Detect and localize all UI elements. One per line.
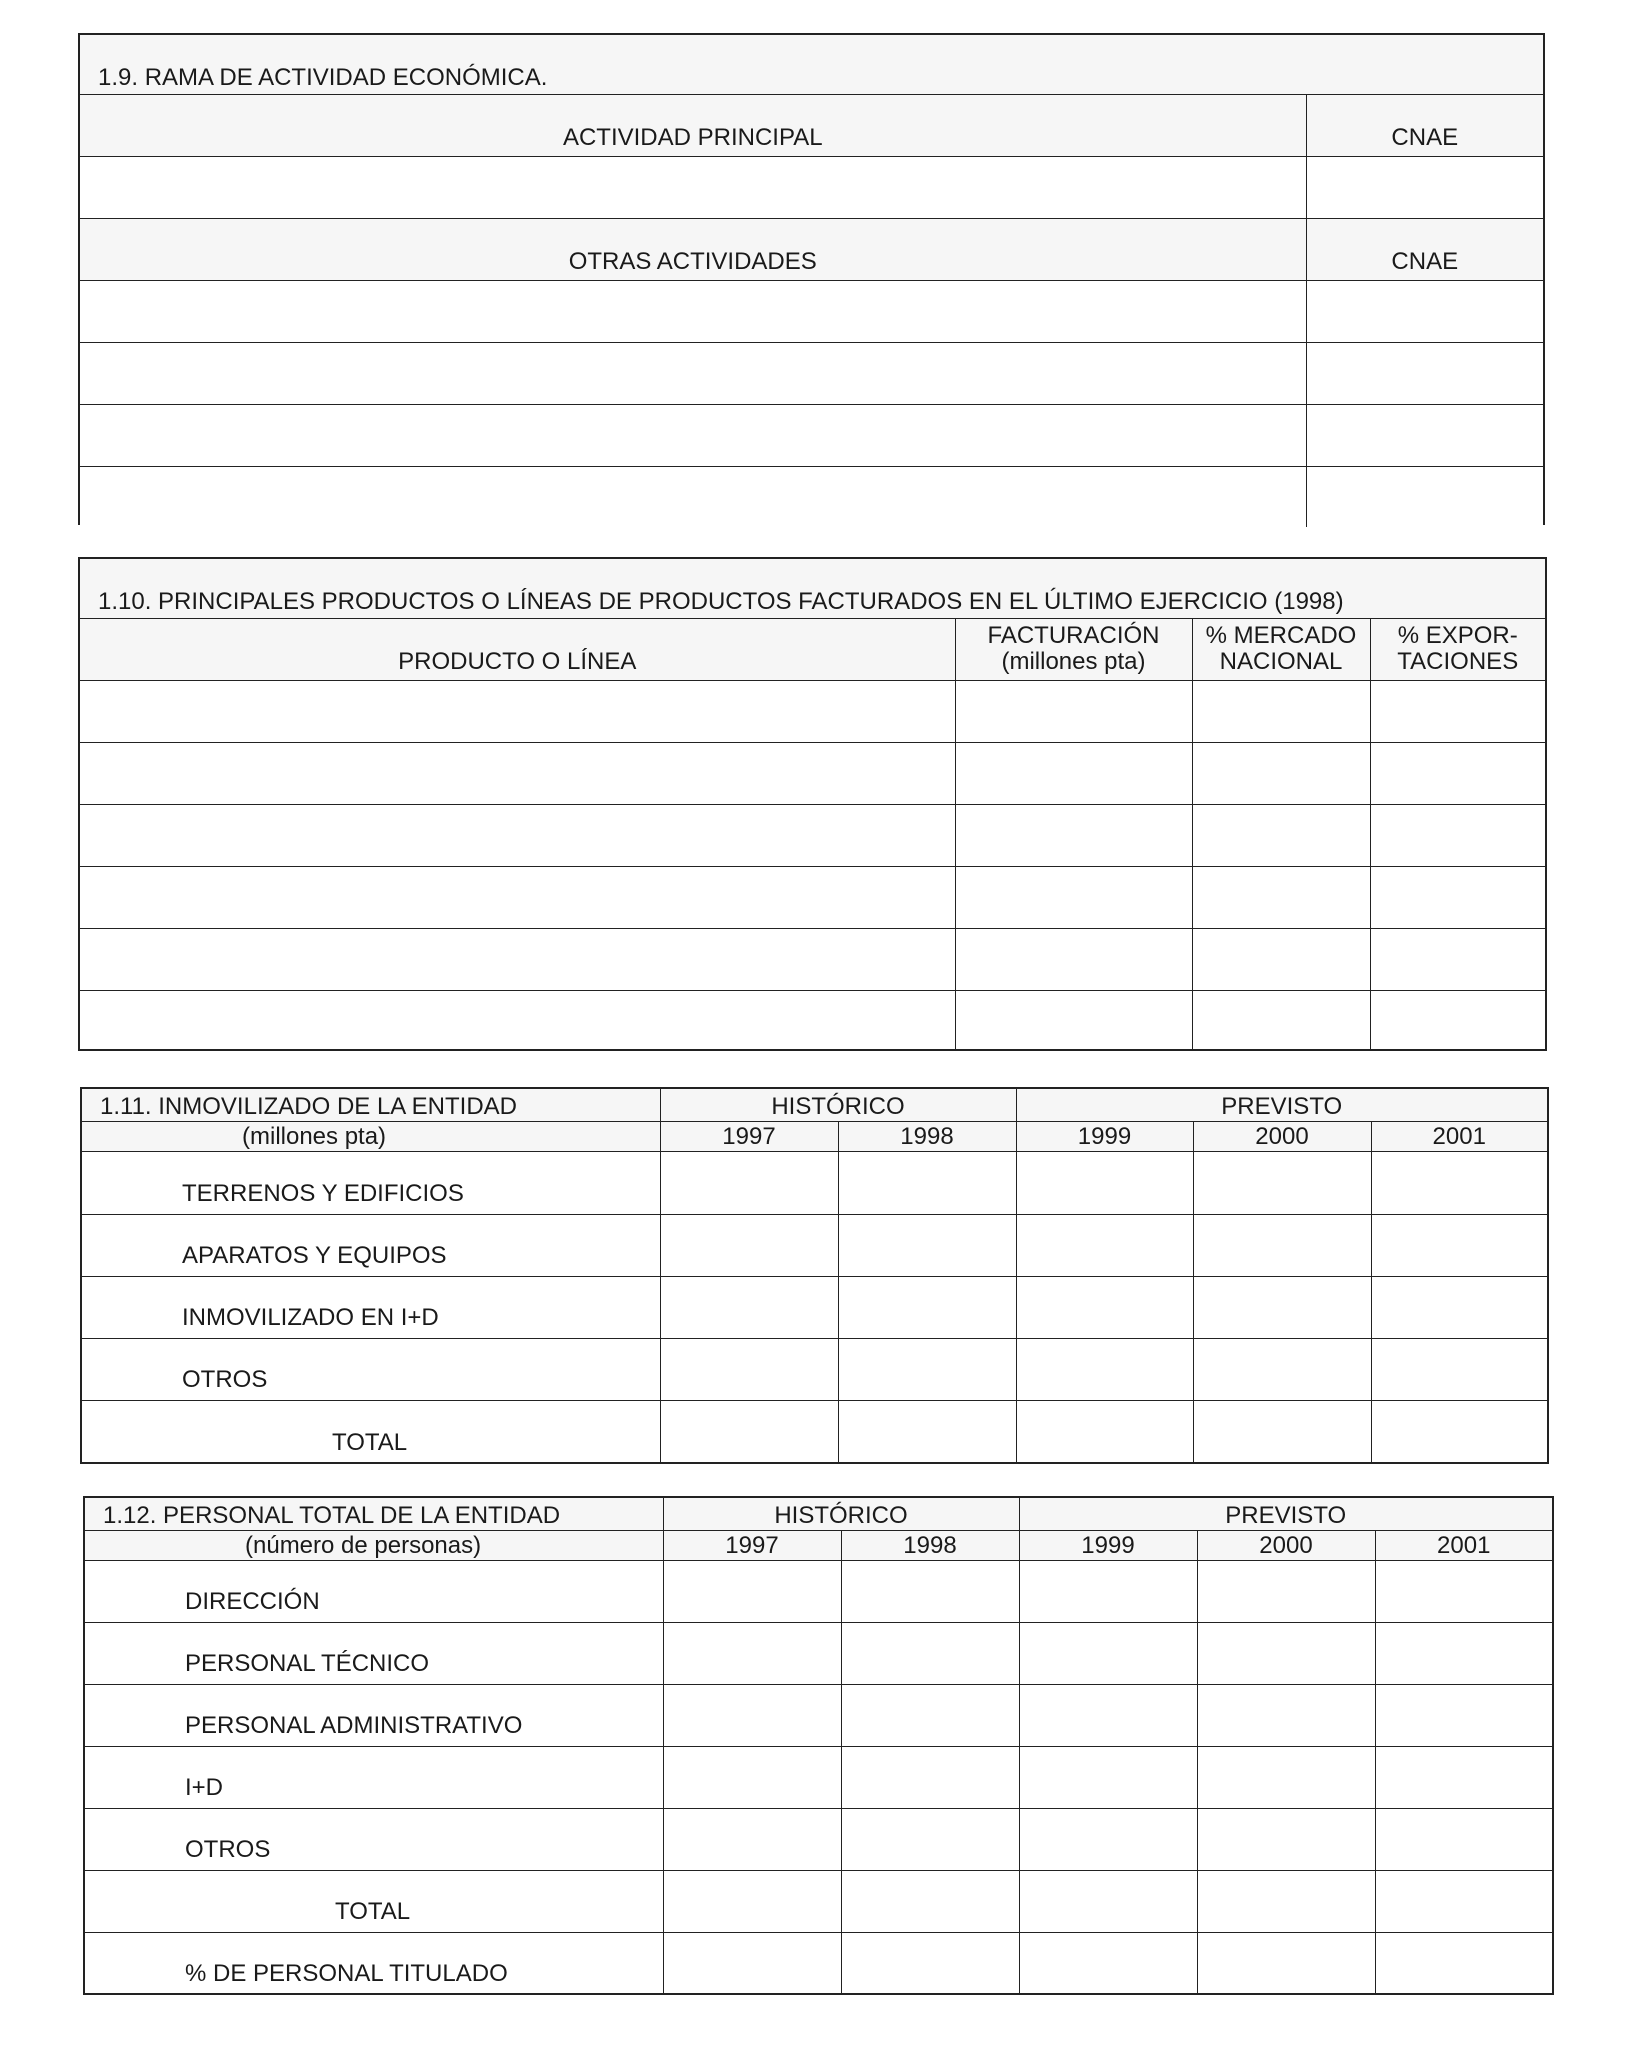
value-cell[interactable] — [1375, 1622, 1552, 1684]
value-cell[interactable] — [1197, 1870, 1375, 1932]
value-cell[interactable] — [1371, 1214, 1547, 1276]
exportaciones-header-line1: % EXPOR- — [1397, 621, 1518, 649]
row-label-inmovilizado-id: INMOVILIZADO EN I+D — [82, 1276, 660, 1338]
producto-input[interactable] — [80, 680, 955, 742]
value-cell[interactable] — [663, 1932, 841, 1993]
section-1-11-title: 1.11. INMOVILIZADO DE LA ENTIDAD — [82, 1089, 660, 1121]
section-1-12-table — [85, 1498, 1552, 1993]
value-cell[interactable] — [1197, 1932, 1375, 1993]
actividad-principal-header: ACTIVIDAD PRINCIPAL — [80, 94, 1306, 156]
value-cell[interactable] — [1193, 1151, 1371, 1214]
value-cell[interactable] — [838, 1214, 1016, 1276]
value-cell[interactable] — [841, 1560, 1019, 1622]
row-label-id: I+D — [85, 1746, 663, 1808]
exportaciones-input[interactable] — [1370, 928, 1545, 990]
mercado-nacional-header-line1: % MERCADO — [1205, 621, 1357, 649]
value-cell[interactable] — [1016, 1338, 1193, 1400]
value-cell[interactable] — [1197, 1684, 1375, 1746]
mercado-nacional-header-line2: NACIONAL — [1219, 648, 1343, 676]
mercado-input[interactable] — [1192, 742, 1370, 804]
row-label-personal-titulado: % DE PERSONAL TITULADO — [85, 1932, 663, 1993]
section-1-10-title: 1.10. PRINCIPALES PRODUCTOS O LÍNEAS DE PRODUCTOS FACTURADOS EN EL ÚLTIMO EJERCICIO (1998) — [80, 559, 1545, 618]
exportaciones-input[interactable] — [1370, 742, 1545, 804]
value-cell[interactable] — [1019, 1560, 1197, 1622]
year-1999-header: 1999 — [1016, 1121, 1193, 1151]
value-cell[interactable] — [663, 1622, 841, 1684]
otra-actividad-cnae-input[interactable] — [1306, 466, 1543, 527]
otra-actividad-cnae-input[interactable] — [1306, 342, 1543, 404]
value-cell[interactable] — [663, 1560, 841, 1622]
value-cell[interactable] — [1193, 1400, 1371, 1462]
value-cell[interactable] — [1375, 1684, 1552, 1746]
year-1998-header: 1998 — [838, 1121, 1016, 1151]
facturacion-input[interactable] — [955, 866, 1192, 928]
value-cell[interactable] — [1016, 1151, 1193, 1214]
producto-input[interactable] — [80, 742, 955, 804]
exportaciones-header-line2: TACIONES — [1397, 648, 1519, 676]
year-1997-header: 1997 — [663, 1530, 841, 1560]
section-1-11-subtitle: (millones pta) — [82, 1121, 660, 1151]
value-cell[interactable] — [1375, 1746, 1552, 1808]
year-2001-header: 2001 — [1371, 1121, 1547, 1151]
value-cell[interactable] — [663, 1746, 841, 1808]
section-1-9-title: 1.9. RAMA DE ACTIVIDAD ECONÓMICA. — [80, 35, 1543, 94]
value-cell[interactable] — [660, 1400, 838, 1462]
value-cell[interactable] — [1375, 1932, 1552, 1993]
mercado-input[interactable] — [1192, 866, 1370, 928]
cnae-header: CNAE — [1306, 218, 1543, 280]
producto-input[interactable] — [80, 804, 955, 866]
section-1-9 — [78, 33, 1545, 525]
mercado-input[interactable] — [1192, 680, 1370, 742]
value-cell[interactable] — [660, 1338, 838, 1400]
row-label-personal-administrativo: PERSONAL ADMINISTRATIVO — [85, 1684, 663, 1746]
otras-actividades-header: OTRAS ACTIVIDADES — [80, 218, 1306, 280]
value-cell[interactable] — [663, 1870, 841, 1932]
value-cell[interactable] — [1016, 1214, 1193, 1276]
value-cell[interactable] — [1019, 1684, 1197, 1746]
producto-input[interactable] — [80, 928, 955, 990]
value-cell[interactable] — [841, 1684, 1019, 1746]
value-cell[interactable] — [1371, 1400, 1547, 1462]
value-cell[interactable] — [660, 1214, 838, 1276]
year-1999-header: 1999 — [1019, 1530, 1197, 1560]
value-cell[interactable] — [1371, 1338, 1547, 1400]
facturacion-header-line2: (millones pta) — [1001, 648, 1146, 676]
producto-linea-header: PRODUCTO O LÍNEA — [80, 618, 955, 680]
value-cell[interactable] — [1193, 1276, 1371, 1338]
value-cell[interactable] — [1375, 1870, 1552, 1932]
actividad-principal-cnae-input[interactable] — [1306, 156, 1543, 218]
mercado-input[interactable] — [1192, 804, 1370, 866]
cnae-header: CNAE — [1306, 94, 1543, 156]
section-1-11-table — [82, 1089, 1547, 1462]
otra-actividad-cnae-input[interactable] — [1306, 404, 1543, 466]
facturacion-input[interactable] — [955, 742, 1192, 804]
value-cell[interactable] — [838, 1400, 1016, 1462]
value-cell[interactable] — [663, 1684, 841, 1746]
value-cell[interactable] — [1197, 1560, 1375, 1622]
row-label-personal-tecnico: PERSONAL TÉCNICO — [85, 1622, 663, 1684]
value-cell[interactable] — [1375, 1808, 1552, 1870]
value-cell[interactable] — [1371, 1276, 1547, 1338]
year-2001-header: 2001 — [1375, 1530, 1552, 1560]
row-label-otros: OTROS — [82, 1338, 660, 1400]
value-cell[interactable] — [841, 1808, 1019, 1870]
value-cell[interactable] — [838, 1151, 1016, 1214]
previsto-header: PREVISTO — [1016, 1089, 1547, 1121]
mercado-input[interactable] — [1192, 990, 1370, 1051]
exportaciones-input[interactable] — [1370, 680, 1545, 742]
producto-input[interactable] — [80, 866, 955, 928]
row-label-otros: OTROS — [85, 1808, 663, 1870]
value-cell[interactable] — [1371, 1151, 1547, 1214]
facturacion-input[interactable] — [955, 680, 1192, 742]
section-1-12-title: 1.12. PERSONAL TOTAL DE LA ENTIDAD — [85, 1498, 663, 1530]
row-label-direccion: DIRECCIÓN — [85, 1560, 663, 1622]
value-cell[interactable] — [660, 1276, 838, 1338]
value-cell[interactable] — [660, 1151, 838, 1214]
historico-header: HISTÓRICO — [663, 1498, 1019, 1530]
value-cell[interactable] — [1197, 1808, 1375, 1870]
historico-header: HISTÓRICO — [660, 1089, 1016, 1121]
otra-actividad-input[interactable] — [80, 342, 1306, 404]
year-1998-header: 1998 — [841, 1530, 1019, 1560]
value-cell[interactable] — [1019, 1870, 1197, 1932]
otra-actividad-input[interactable] — [80, 466, 1306, 527]
value-cell[interactable] — [1019, 1746, 1197, 1808]
value-cell[interactable] — [841, 1746, 1019, 1808]
section-1-12-subtitle: (número de personas) — [85, 1530, 663, 1560]
value-cell[interactable] — [1375, 1560, 1552, 1622]
value-cell[interactable] — [841, 1870, 1019, 1932]
row-label-aparatos: APARATOS Y EQUIPOS — [82, 1214, 660, 1276]
exportaciones-input[interactable] — [1370, 866, 1545, 928]
year-2000-header: 2000 — [1193, 1121, 1371, 1151]
row-label-terrenos: TERRENOS Y EDIFICIOS — [82, 1151, 660, 1214]
facturacion-input[interactable] — [955, 928, 1192, 990]
value-cell[interactable] — [1019, 1622, 1197, 1684]
producto-input[interactable] — [80, 990, 955, 1051]
exportaciones-input[interactable] — [1370, 804, 1545, 866]
otra-actividad-cnae-input[interactable] — [1306, 280, 1543, 342]
previsto-header: PREVISTO — [1019, 1498, 1552, 1530]
otra-actividad-input[interactable] — [80, 404, 1306, 466]
actividad-principal-input[interactable] — [80, 156, 1306, 218]
value-cell[interactable] — [1197, 1746, 1375, 1808]
value-cell[interactable] — [1019, 1808, 1197, 1870]
value-cell[interactable] — [1016, 1276, 1193, 1338]
section-1-10 — [78, 557, 1547, 1051]
section-1-10-table — [80, 559, 1545, 1051]
value-cell[interactable] — [1193, 1214, 1371, 1276]
value-cell[interactable] — [1193, 1338, 1371, 1400]
value-cell[interactable] — [1197, 1622, 1375, 1684]
year-2000-header: 2000 — [1197, 1530, 1375, 1560]
value-cell[interactable] — [1016, 1400, 1193, 1462]
value-cell[interactable] — [663, 1808, 841, 1870]
value-cell[interactable] — [841, 1932, 1019, 1993]
mercado-nacional-header — [1192, 618, 1370, 680]
facturacion-header-line1: FACTURACIÓN — [987, 621, 1160, 649]
row-label-total: TOTAL — [85, 1870, 663, 1932]
facturacion-header — [955, 618, 1192, 680]
section-1-11 — [80, 1087, 1549, 1464]
row-label-total: TOTAL — [82, 1400, 660, 1462]
value-cell[interactable] — [841, 1622, 1019, 1684]
section-1-9-table — [80, 35, 1543, 527]
exportaciones-input[interactable] — [1370, 990, 1545, 1051]
value-cell[interactable] — [838, 1338, 1016, 1400]
value-cell[interactable] — [838, 1276, 1016, 1338]
section-1-12 — [83, 1496, 1554, 1995]
mercado-input[interactable] — [1192, 928, 1370, 990]
year-1997-header: 1997 — [660, 1121, 838, 1151]
facturacion-input[interactable] — [955, 804, 1192, 866]
exportaciones-header — [1370, 618, 1545, 680]
otra-actividad-input[interactable] — [80, 280, 1306, 342]
value-cell[interactable] — [1019, 1932, 1197, 1993]
facturacion-input[interactable] — [955, 990, 1192, 1051]
